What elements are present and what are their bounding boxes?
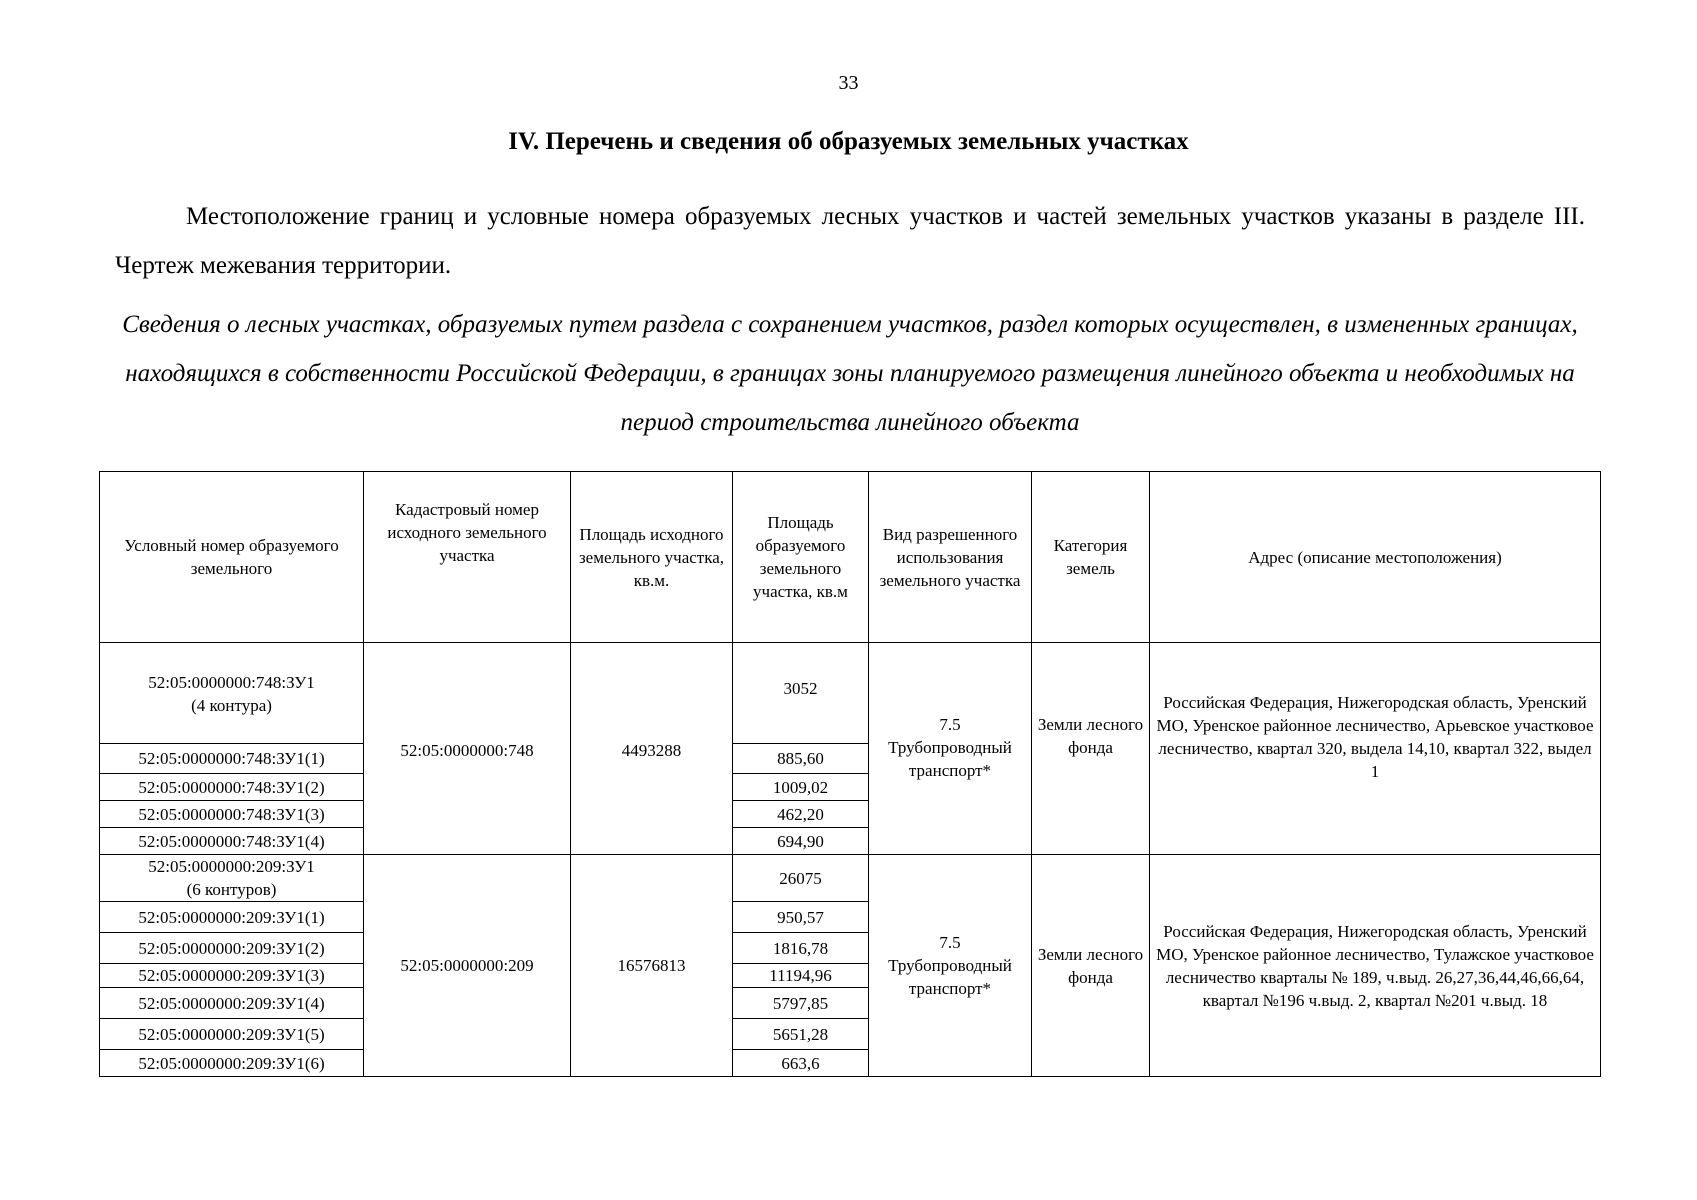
new-area-cell: 462,20 (733, 801, 869, 828)
new-area-cell: 1009,02 (733, 774, 869, 801)
new-area-cell: 11194,96 (733, 964, 869, 988)
new-area-cell: 885,60 (733, 744, 869, 774)
header-permitted-use: Вид разрешенного использования земельного участка (869, 472, 1032, 643)
new-area-cell: 1816,78 (733, 933, 869, 964)
header-cadastral-number: Кадастровый номер исходного земельного участка (364, 472, 571, 643)
header-new-area: Площадь образуемого земельного участка, кв.м (733, 472, 869, 643)
table-caption: Сведения о лесных участках, образуемых путем раздела с сохранением участков, раздел которых осуществлен, в измененных границах, находящихся в собственности Российской Федерации, в границах зоны планируемого размещения линейного объекта и необходимых на период строительства линейного объекта (122, 311, 1578, 436)
contour-note: (4 контура) (191, 696, 272, 715)
table-row (100, 643, 1601, 744)
permitted-use-name: Трубопроводный транспорт* (888, 738, 1012, 780)
conditional-number-cell: 52:05:0000000:748:ЗУ1(1) (100, 744, 364, 774)
parcels-table (99, 471, 1601, 1077)
header-conditional-number: Условный номер образуемого земельного (100, 472, 364, 643)
permitted-use-name: Трубопроводный транспорт* (888, 956, 1012, 998)
conditional-number-cell: 52:05:0000000:209:ЗУ1(5) (100, 1019, 364, 1050)
conditional-number-cell (100, 855, 364, 902)
conditional-number-cell: 52:05:0000000:209:ЗУ1(2) (100, 933, 364, 964)
new-area-cell: 5797,85 (733, 988, 869, 1019)
conditional-number-cell: 52:05:0000000:209:ЗУ1(6) (100, 1050, 364, 1077)
intro-paragraph: Местоположение границ и условные номера образуемых лесных участков и частей земельных участков указаны в разделе III. Чертеж межевания территории. (115, 203, 1585, 279)
new-area-cell: 694,90 (733, 828, 869, 855)
header-land-category: Категория земель (1032, 472, 1150, 643)
land-category-cell: Земли лесного фонда (1032, 855, 1150, 1077)
conditional-number-cell (100, 643, 364, 744)
table-header-row (100, 472, 1601, 643)
permitted-use-code: 7.5 (939, 715, 961, 734)
table-row (100, 855, 1601, 902)
cadastral-number-cell: 52:05:0000000:748 (364, 643, 571, 855)
section-title: IV. Перечень и сведения об образуемых земельных участках (508, 128, 1189, 155)
header-source-area: Площадь исходного земельного участка, кв.м. (571, 472, 733, 643)
new-area-cell: 950,57 (733, 902, 869, 933)
header-address: Адрес (описание местоположения) (1150, 472, 1601, 643)
new-area-cell: 5651,28 (733, 1019, 869, 1050)
source-area-cell: 4493288 (571, 643, 733, 855)
conditional-number-cell: 52:05:0000000:209:ЗУ1(3) (100, 964, 364, 988)
conditional-number-cell: 52:05:0000000:748:ЗУ1(4) (100, 828, 364, 855)
new-area-cell: 3052 (733, 643, 869, 744)
permitted-use-code: 7.5 (939, 933, 961, 952)
address-cell: Российская Федерация, Нижегородская область, Уренский МО, Уренское районное лесничество, Тулажское участковое лесничество кварталы № 189, ч.выд. 26,27,36,44,46,66,64, квартал №196 ч.выд. 2, квартал №201 ч.выд. 18 (1150, 855, 1601, 1077)
page-number: 33 (838, 72, 859, 94)
address-cell: Российская Федерация, Нижегородская область, Уренский МО, Уренское районное лесничество, Арьевское участковое лесничество, квартал 320, выдела 14,10, квартал 322, выдел 1 (1150, 643, 1601, 855)
conditional-number-cell: 52:05:0000000:209:ЗУ1(4) (100, 988, 364, 1019)
cadastral-number-cell: 52:05:0000000:209 (364, 855, 571, 1077)
new-area-cell: 663,6 (733, 1050, 869, 1077)
conditional-number: 52:05:0000000:209:ЗУ1 (148, 857, 315, 876)
permitted-use-cell (869, 643, 1032, 855)
land-category-cell: Земли лесного фонда (1032, 643, 1150, 855)
conditional-number-cell: 52:05:0000000:748:ЗУ1(3) (100, 801, 364, 828)
conditional-number-cell: 52:05:0000000:209:ЗУ1(1) (100, 902, 364, 933)
conditional-number: 52:05:0000000:748:ЗУ1 (148, 673, 315, 692)
source-area-cell: 16576813 (571, 855, 733, 1077)
conditional-number-cell: 52:05:0000000:748:ЗУ1(2) (100, 774, 364, 801)
contour-note: (6 контуров) (186, 880, 277, 899)
new-area-cell: 26075 (733, 855, 869, 902)
permitted-use-cell (869, 855, 1032, 1077)
